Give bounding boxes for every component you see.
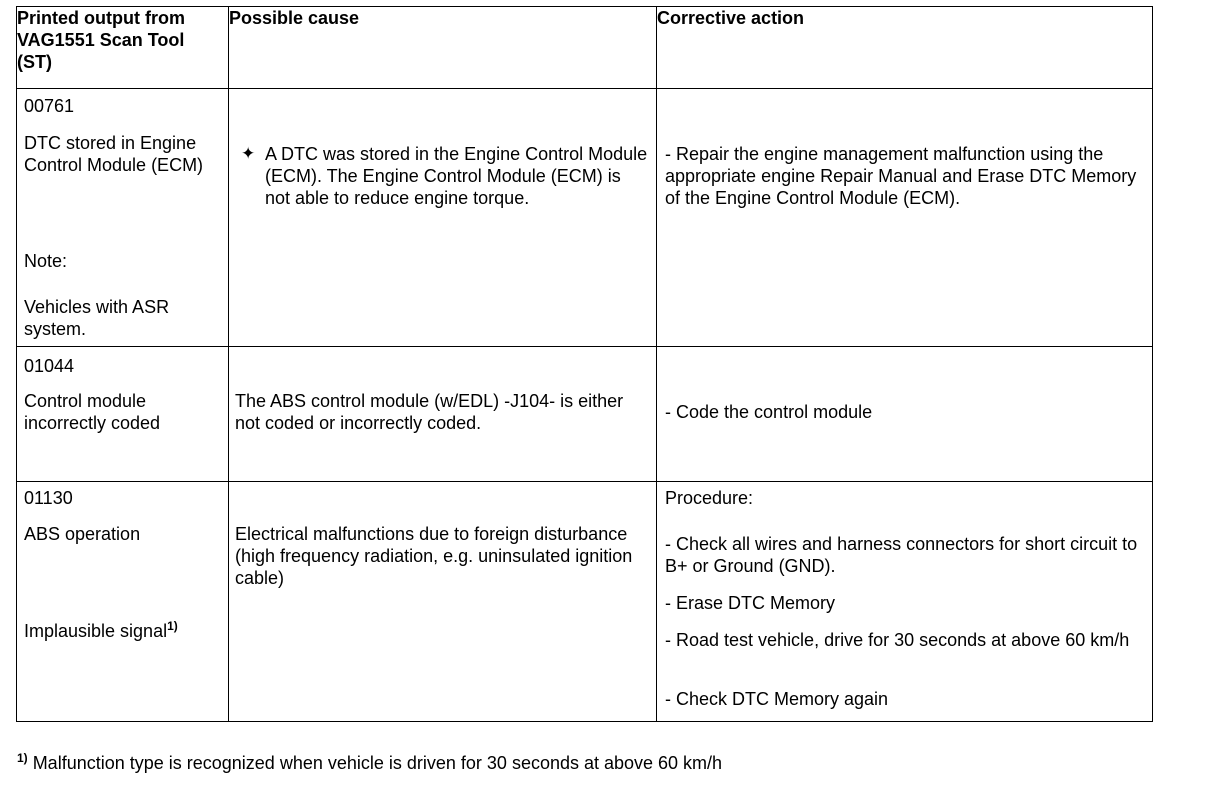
dtc-code: 01044 [24, 356, 75, 376]
row-action-cell [657, 89, 1153, 347]
dtc-code: 01130 [24, 488, 73, 508]
signal-text [24, 620, 222, 642]
row-action-cell [657, 347, 1153, 482]
procedure-step: - Check DTC Memory again [665, 689, 889, 709]
note-text: Vehicles with ASR system. [24, 297, 170, 339]
header-corrective-action: Corrective action [657, 7, 1153, 89]
action-text: - Code the control module [665, 402, 873, 422]
dtc-description: DTC stored in Engine Control Module (ECM) [24, 133, 204, 175]
row-output-cell [17, 347, 229, 482]
header-printed-output-line2: VAG1551 Scan Tool [17, 30, 185, 50]
header-printed-output-line1: Printed output from [17, 8, 185, 28]
bulleted-cause [241, 143, 650, 209]
procedure-step: - Erase DTC Memory [665, 593, 836, 613]
dtc-description: Control module incorrectly coded [24, 391, 161, 433]
header-row [17, 7, 1153, 89]
footnote-text: Malfunction type is recognized when vehicle is driven for 30 seconds at above 60 km/h [32, 753, 723, 773]
cause-text: Electrical malfunctions due to foreign disturbance (high frequency radiation, e.g. uninsulated ignition cable) [235, 524, 633, 588]
row-output-cell [17, 89, 229, 347]
row-action-cell [657, 482, 1153, 722]
footnote-mark: 1) [17, 751, 28, 765]
signal-label: Implausible signal [24, 621, 168, 641]
procedure-label: Procedure: [665, 488, 754, 508]
bullet-icon: ✦ [241, 144, 256, 163]
cause-text: A DTC was stored in the Engine Control Module (ECM). The Engine Control Module (ECM) is not able to reduce engine torque. [265, 144, 648, 208]
table-row [17, 347, 1153, 482]
header-possible-cause: Possible cause [229, 7, 657, 89]
table-row [17, 89, 1153, 347]
cause-text: The ABS control module (w/EDL) -J104- is either not coded or incorrectly coded. [235, 391, 624, 433]
header-printed-output [17, 7, 229, 89]
note-label: Note: [24, 251, 68, 271]
footnote [17, 752, 722, 774]
row-cause-cell [229, 482, 657, 722]
dtc-description: ABS operation [24, 524, 141, 544]
row-output-cell [17, 482, 229, 722]
dtc-table [16, 6, 1153, 722]
footnote-mark: 1) [167, 619, 178, 633]
procedure-step: - Road test vehicle, drive for 30 seconds at above 60 km/h [665, 630, 1130, 650]
dtc-code: 00761 [24, 96, 75, 116]
header-printed-output-line3: (ST) [17, 52, 52, 72]
procedure-step: - Check all wires and harness connectors for short circuit to B+ or Ground (GND). [665, 534, 1138, 576]
action-text: - Repair the engine management malfunction using the appropriate engine Repair Manual and Erase DTC Memory of the Engine Control Module (ECM). [665, 144, 1137, 208]
table-row [17, 482, 1153, 722]
row-cause-cell [229, 347, 657, 482]
row-cause-cell [229, 89, 657, 347]
